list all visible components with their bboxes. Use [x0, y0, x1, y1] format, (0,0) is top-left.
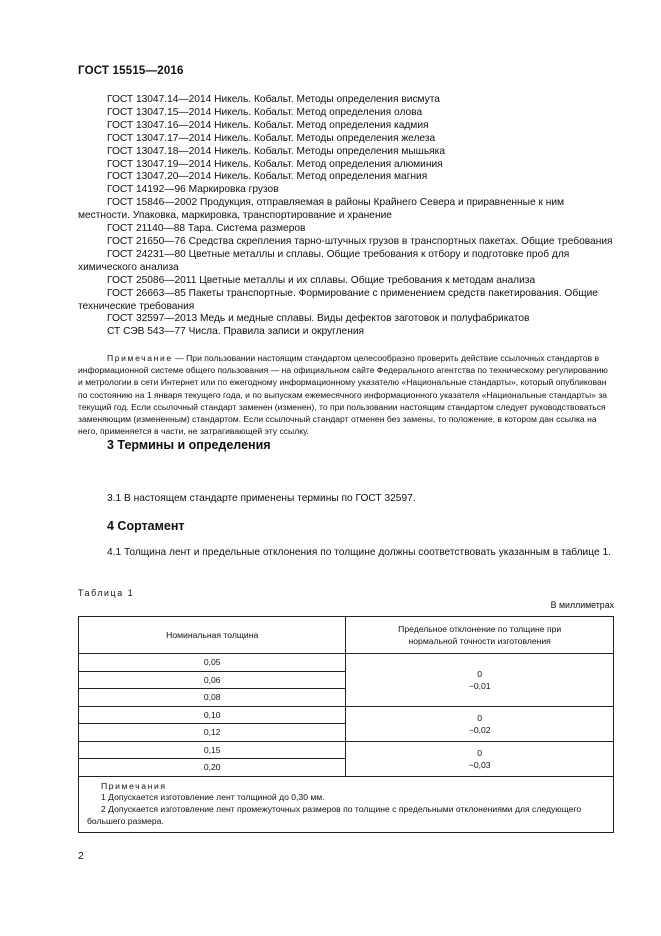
- thickness-cell: 0,08: [79, 689, 346, 707]
- reference-item: ГОСТ 13047.18—2014 Никель. Кобальт. Методы определения мышьяка: [107, 145, 446, 157]
- reference-item: ГОСТ 14192—96 Маркировка грузов: [107, 184, 279, 196]
- thickness-cell: 0,10: [79, 706, 346, 724]
- col-header-thickness: Номинальная толщина: [79, 617, 346, 654]
- deviation-lower: −0,02: [468, 724, 491, 735]
- thickness-cell: 0,12: [79, 724, 346, 742]
- reference-item: ГОСТ 15846—2002 Продукция, отправляемая в районы Крайнего Севера и приравненные к ним местности. Упаковка, маркировка, транспортирование и хранение: [78, 197, 565, 222]
- reference-item: ГОСТ 13047.16—2014 Никель. Кобальт. Метод определения кадмия: [107, 119, 429, 131]
- note-label: Примечание: [107, 353, 173, 363]
- table-notes: [79, 776, 614, 832]
- deviation-cell: [346, 741, 614, 776]
- deviation-upper: 0: [477, 747, 483, 758]
- table-row: [79, 654, 614, 672]
- table-notes-row: [79, 776, 614, 832]
- reference-item: ГОСТ 13047.15—2014 Никель. Кобальт. Метод определения олова: [107, 106, 423, 118]
- table-caption: Таблица 1: [78, 588, 135, 598]
- table-note-item: 2 Допускается изготовление лент промежуточных размеров по толщине с предельными отклонениями для следующего большего размера.: [87, 804, 582, 826]
- deviation-cell: [346, 654, 614, 707]
- thickness-cell: 0,05: [79, 654, 346, 672]
- table-row: [79, 741, 614, 759]
- reference-item: ГОСТ 13047.14—2014 Никель. Кобальт. Методы определения висмута: [107, 94, 440, 105]
- table-header-row: [79, 617, 614, 654]
- reference-item: ГОСТ 24231—80 Цветные металлы и сплавы. Общие требования к отбору и подготовке проб для химического анализа: [78, 248, 570, 273]
- deviation-lower: −0,01: [468, 680, 491, 691]
- thickness-cell: 0,20: [79, 759, 346, 777]
- section-3-heading: 3 Термины и определения: [107, 438, 271, 452]
- reference-item: ГОСТ 13047.20—2014 Никель. Кобальт. Метод определения магния: [107, 171, 428, 183]
- table-units: В миллиметрах: [550, 600, 614, 610]
- deviation-upper: 0: [477, 712, 483, 723]
- reference-item: ГОСТ 13047.17—2014 Никель. Кобальт. Методы определения железа: [107, 132, 436, 144]
- table-notes-label: Примечания: [101, 780, 167, 791]
- col-header-deviation: Предельное отклонение по толщине при нормальной точности изготовления: [346, 617, 614, 654]
- section-4-heading: 4 Сортамент: [107, 519, 185, 533]
- thickness-cell: 0,06: [79, 671, 346, 689]
- table-note-item: 1 Допускается изготовление лент толщиной до 0,30 мм.: [101, 792, 325, 803]
- reference-item: ГОСТ 32597—2013 Медь и медные сплавы. Виды дефектов заготовок и полуфабрикатов: [107, 313, 530, 325]
- table-row: [79, 706, 614, 724]
- reference-item: ГОСТ 21140—88 Тара. Система размеров: [107, 223, 306, 235]
- reference-item: ГОСТ 25086—2011 Цветные металлы и их сплавы. Общие требования к методам анализа: [107, 274, 536, 286]
- reference-item: ГОСТ 21650—76 Средства скрепления тарно-штучных грузов в транспортных пакетах. Общие требования: [107, 235, 613, 247]
- reference-item: СТ СЭВ 543—77 Числа. Правила записи и округления: [107, 326, 365, 338]
- deviation-upper: 0: [477, 668, 483, 679]
- reference-item: ГОСТ 26663—85 Пакеты транспортные. Формирование с применением средств пакетирования. Общие технические требования: [78, 287, 598, 312]
- deviation-cell: [346, 706, 614, 741]
- reference-item: ГОСТ 13047.19—2014 Никель. Кобальт. Метод определения алюминия: [107, 158, 443, 170]
- thickness-table: [78, 616, 614, 833]
- thickness-cell: 0,15: [79, 741, 346, 759]
- references-note: [78, 352, 614, 437]
- deviation-lower: −0,03: [468, 759, 491, 770]
- note-text: — При пользовании настоящим стандартом целесообразно проверить действие ссылочных стандартов в информационной системе общего пользования — на официальном сайте Федерального агентства по техническому регулированию и метрологии в сети Интернет или по ежегодному информационному указателю «Национальные стандарты», который опубликован по состоянию на 1 января текущего года, и по выпускам ежемесячного информационного указателя «Национальные стандарты» за текущий год. Если ссылочный стандарт заменен (изменен), то при пользовании настоящим стандартом следует руководствоваться заменяющим (измененным) стандартом. Если ссылочный стандарт отменен без замены, то положение, в котором дан ссылка на него, применяется в части, не затрагивающей эту ссылку.: [78, 353, 608, 437]
- page-header: ГОСТ 15515—2016: [78, 65, 184, 77]
- section-3-1-paragraph: 3.1 В настоящем стандарте применены термины по ГОСТ 32597.: [107, 493, 416, 504]
- normative-references-list: [78, 94, 614, 339]
- section-4-1-paragraph: 4.1 Толщина лент и предельные отклонения по толщине должны соответствовать указанным в таблице 1.: [107, 547, 611, 558]
- page-number: 2: [78, 850, 84, 862]
